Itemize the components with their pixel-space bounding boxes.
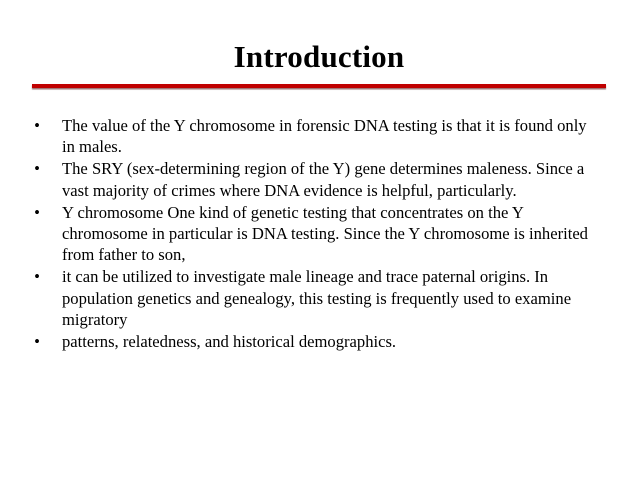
- bullet-text: The value of the Y chromosome in forensic DNA testing is that it is found only in males.: [62, 116, 587, 157]
- bullet-dot-icon: •: [34, 202, 40, 222]
- bullet-list: [30, 115, 600, 353]
- bullet-text: it can be utilized to investigate male lineage and trace paternal origins. In population genetics and genealogy, this testing is frequently used to examine migratory: [62, 267, 572, 329]
- slide-title: Introduction: [233, 39, 405, 74]
- bullet-text: patterns, relatedness, and historical demographics.: [62, 332, 397, 352]
- bullet-dot-icon: •: [34, 159, 40, 179]
- bullet-dot-icon: •: [34, 267, 40, 287]
- bullet-item: [30, 158, 600, 200]
- bullet-item: [30, 115, 600, 157]
- bullet-text: Y chromosome One kind of genetic testing that concentrates on the Y chromosome in particular is DNA testing. Since the Y chromosome is inherited from father to son,: [62, 202, 588, 265]
- bullet-text: The SRY (sex-determining region of the Y) gene determines maleness. Since a vast majority of crimes where DNA evidence is helpful, particularly.: [62, 159, 585, 200]
- bullet-dot-icon: •: [34, 332, 40, 352]
- bullet-item: [30, 202, 600, 266]
- bullet-dot-icon: •: [34, 116, 40, 135]
- bullet-item: [30, 266, 600, 330]
- bullet-item: [30, 331, 600, 352]
- title-underline-rule: [32, 84, 606, 88]
